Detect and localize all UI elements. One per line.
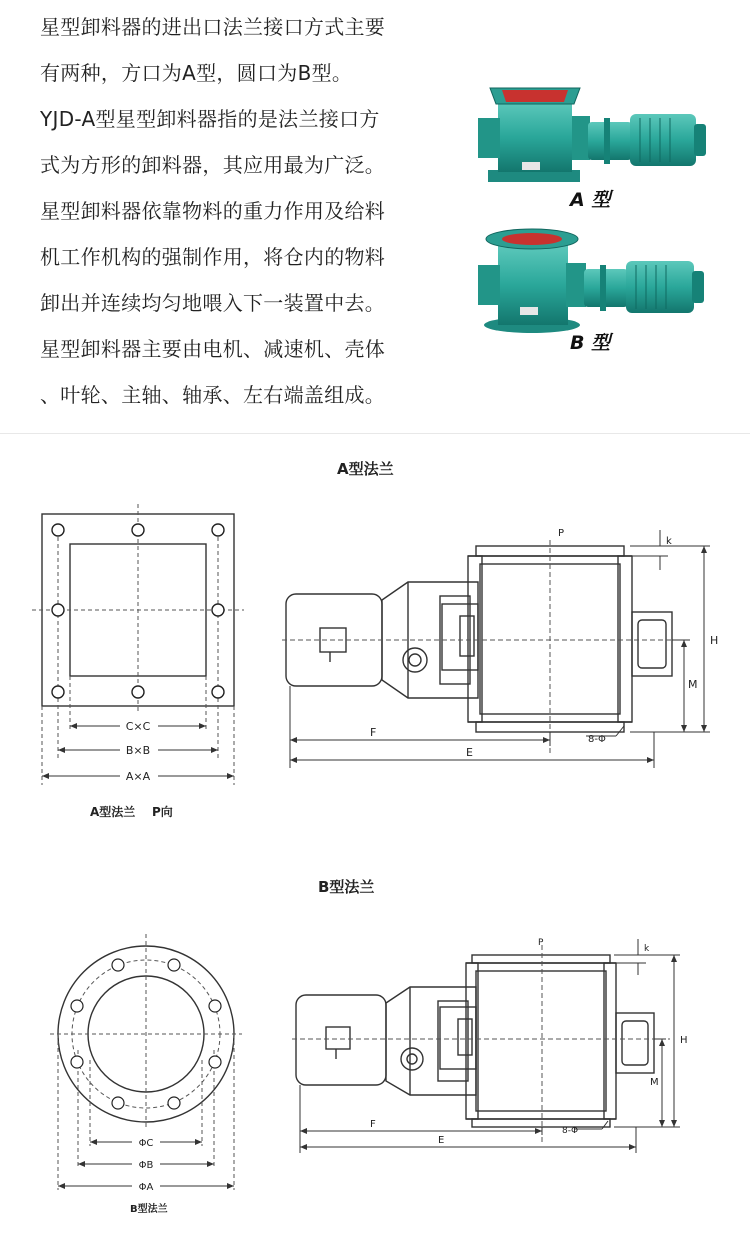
a-dim-c: C×C xyxy=(125,720,151,733)
intro-line: 、叶轮、主轴、轴承、左右端盖组成。 xyxy=(40,383,386,407)
intro-line: 星型卸料器的进出口法兰接口方式主要 xyxy=(40,15,386,39)
b-flange-caption: B型法兰 xyxy=(130,1204,168,1215)
b-side-elevation-drawing xyxy=(290,935,710,1160)
intro-paragraph xyxy=(40,4,435,418)
a-dim-a: A×A xyxy=(125,770,151,783)
section-a-title: A型法兰 xyxy=(337,460,394,478)
a-dim-b: B×B xyxy=(125,744,151,757)
a-label-m: M xyxy=(688,678,698,691)
b-label-k: k xyxy=(644,944,650,954)
intro-line: 卸出并连续均匀地喂入下一装置中去。 xyxy=(40,291,386,315)
intro-line: 星型卸料器依靠物料的重力作用及给料 xyxy=(40,199,386,223)
a-side-elevation-drawing xyxy=(280,520,720,790)
b-type-caption: B 型 xyxy=(570,332,611,354)
a-label-k: k xyxy=(666,536,672,547)
a-type-valve-photo xyxy=(470,78,710,190)
section-b-title: B型法兰 xyxy=(318,878,375,896)
a-label-holes: 8-Φ xyxy=(588,734,606,745)
a-label-p: P xyxy=(558,528,565,539)
a-type-caption: A 型 xyxy=(570,189,611,211)
a-label-e: E xyxy=(466,746,473,759)
intro-line: 式为方形的卸料器，其应用最为广泛。 xyxy=(40,153,386,177)
b-label-m: M xyxy=(650,1077,659,1088)
b-label-p: P xyxy=(538,938,544,948)
a-flange-p-view-drawing xyxy=(30,500,250,800)
a-label-h: H xyxy=(710,634,719,647)
b-label-e: E xyxy=(438,1135,445,1146)
intro-line: 机工作机构的强制作用，将仓内的物料 xyxy=(40,245,386,269)
intro-line: 有两种，方口为A型，圆口为B型。 xyxy=(40,61,353,85)
b-dim-a: ΦA xyxy=(138,1182,154,1193)
b-dim-b: ΦB xyxy=(138,1160,154,1171)
a-flange-caption: A型法兰 P向 xyxy=(90,805,173,819)
intro-line: YJD-A型星型卸料器指的是法兰接口方 xyxy=(40,107,380,131)
intro-line: 星型卸料器主要由电机、减速机、壳体 xyxy=(40,337,386,361)
a-label-f: F xyxy=(370,726,377,739)
section-divider xyxy=(0,433,750,434)
b-label-f: F xyxy=(370,1119,376,1130)
b-flange-drawing xyxy=(50,930,250,1200)
b-dim-c: ΦC xyxy=(138,1138,154,1149)
b-label-h: H xyxy=(680,1035,688,1046)
b-type-valve-photo xyxy=(470,225,710,337)
b-label-holes: 8-Φ xyxy=(562,1126,579,1136)
